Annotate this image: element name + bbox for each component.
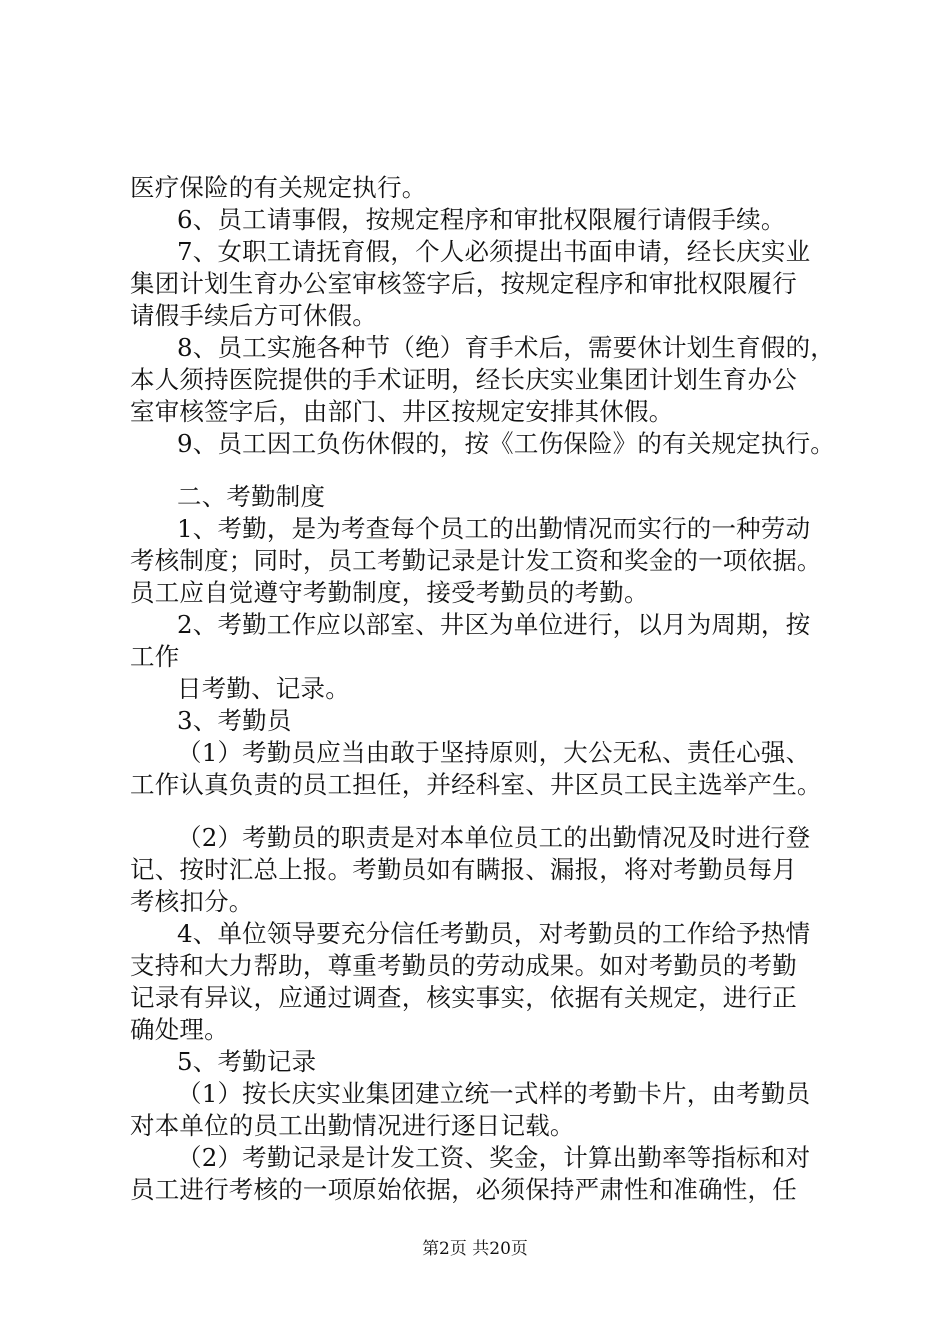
- paragraph-item-4: 4、单位领导要充分信任考勤员，对考勤员的工作给予热情: [177, 919, 811, 948]
- body-text-line: 员工进行考核的一项原始依据，必须保持严肃性和准确性，任: [130, 1175, 797, 1204]
- body-text-line: 室审核签字后，由部门、井区按规定安排其休假。: [130, 397, 674, 426]
- body-text-line: 支持和大力帮助，尊重考勤员的劳动成果。如对考勤员的考勤: [130, 951, 797, 980]
- paragraph-item-9: 9、员工因工负伤休假的，按《工伤保险》的有关规定执行。: [177, 429, 835, 458]
- body-text-line: 记录有异议，应通过调查，核实事实，依据有关规定，进行正: [130, 983, 797, 1012]
- page-footer: 第2页 共20页: [422, 1239, 528, 1259]
- section-heading: 二、考勤制度: [177, 482, 326, 511]
- body-text-line: 请假手续后方可休假。: [130, 301, 377, 330]
- body-text-line: 考核扣分。: [130, 887, 254, 916]
- body-text-line: 记、按时汇总上报。考勤员如有瞒报、漏报，将对考勤员每月: [130, 855, 797, 884]
- body-text-line: 本人须持医院提供的手术证明，经长庆实业集团计划生育办公: [130, 365, 797, 394]
- body-text-line: 工作: [130, 642, 180, 671]
- body-text-line: 医疗保险的有关规定执行。: [130, 173, 427, 202]
- paragraph-subitem-2: （2）考勤员的职责是对本单位员工的出勤情况及时进行登: [177, 823, 811, 852]
- body-text-line: 考核制度；同时，员工考勤记录是计发工资和奖金的一项依据。: [130, 546, 822, 575]
- paragraph-item-2: 2、考勤工作应以部室、井区为单位进行，以月为周期，按: [177, 610, 811, 639]
- body-text-line: 确处理。: [130, 1015, 229, 1044]
- paragraph-item-8: 8、员工实施各种节（绝）育手术后，需要休计划生育假的，: [177, 333, 835, 362]
- body-text-line: 日考勤、记录。: [177, 674, 350, 703]
- paragraph-subitem-2: （2）考勤记录是计发工资、奖金，计算出勤率等指标和对: [177, 1143, 811, 1172]
- paragraph-item-7: 7、女职工请抚育假，个人必须提出书面申请，经长庆实业: [177, 237, 811, 266]
- subsection-heading: 3、考勤员: [177, 706, 292, 735]
- body-text-line: 员工应自觉遵守考勤制度，接受考勤员的考勤。: [130, 578, 649, 607]
- paragraph-item-6: 6、员工请事假，按规定程序和审批权限履行请假手续。: [177, 205, 786, 234]
- body-text-line: 对本单位的员工出勤情况进行逐日记载。: [130, 1111, 575, 1140]
- body-text-line: 集团计划生育办公室审核签字后，按规定程序和审批权限履行: [130, 269, 797, 298]
- paragraph-subitem-1: （1）按长庆实业集团建立统一式样的考勤卡片，由考勤员: [177, 1079, 811, 1108]
- paragraph-subitem-1: （1）考勤员应当由敢于坚持原则，大公无私、责任心强、: [177, 738, 811, 767]
- body-text-line: 工作认真负责的员工担任，并经科室、井区员工民主选举产生。: [130, 770, 822, 799]
- subsection-heading: 5、考勤记录: [177, 1047, 317, 1076]
- paragraph-item-1: 1、考勤，是为考查每个员工的出勤情况而实行的一种劳动: [177, 514, 811, 543]
